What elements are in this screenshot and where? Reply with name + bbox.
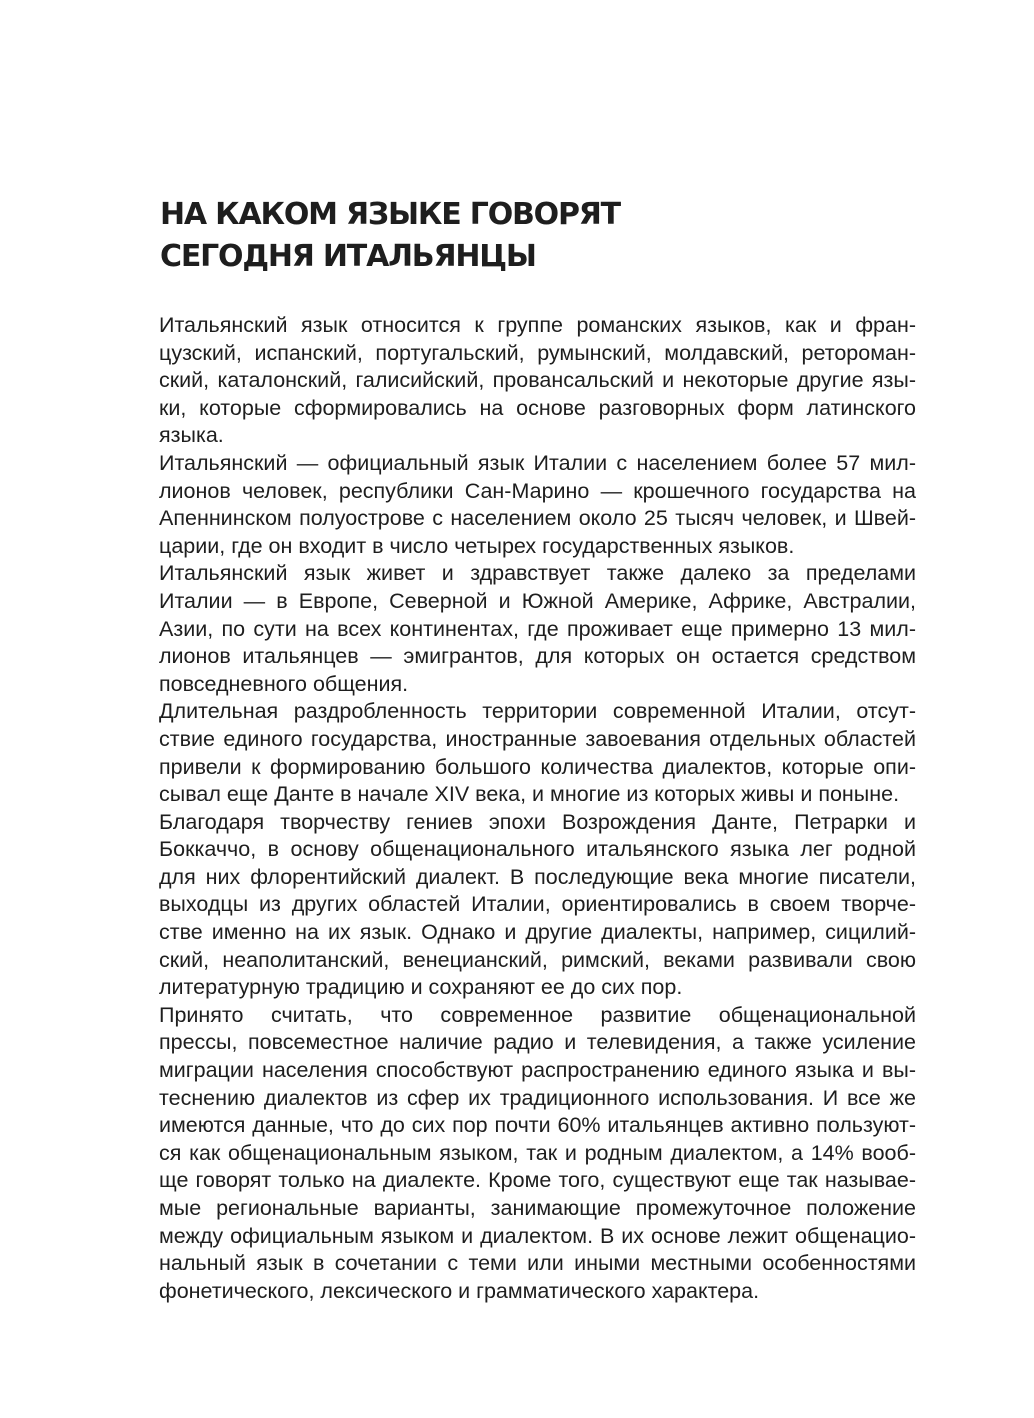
text-line: сывал еще Данте в начале XIV века, и многие из которых живы и поныне. — [159, 782, 900, 807]
text-line: для них флорентийский диалект. В последующие века многие писатели, — [159, 864, 916, 889]
text-line: Итальянский — официальный язык Италии с населением более 57 мил- — [159, 450, 916, 475]
text-line: мые региональные варианты, занимающие промежуточное положение — [159, 1196, 916, 1220]
text-line: Благодаря творчеству гениев эпохи Возрождения Данте, Петрарки и — [159, 809, 916, 834]
text-line: Апеннинском полуострове с населением около 25 тысяч человек, и Швей- — [159, 506, 916, 531]
text-line: языка. — [159, 423, 224, 448]
text-line: Боккаччо, в основу общенационального итальянского языка лег родной — [159, 837, 916, 862]
text-line: ствие единого государства, иностранные завоевания отдельных областей — [159, 726, 916, 751]
text-line: Принято считать, что современное развитие общенациональной — [159, 1002, 916, 1027]
text-line: выходцы из других областей Италии, ориентировались в своем творче- — [159, 892, 916, 917]
text-line: ский, каталонский, галисийский, провансальский и некоторые другие язы- — [159, 368, 916, 393]
paragraph-5 — [118, 809, 916, 1002]
paragraph-1 — [118, 312, 916, 450]
text-line: миграции населения способствуют распространению единого языка и вы- — [159, 1058, 916, 1083]
text-line: царии, где он входит в число четырех государственных языков. — [159, 533, 795, 558]
text-line: ще говорят только на диалекте. Кроме того, существуют еще так называе- — [159, 1168, 916, 1193]
chapter-title-line-2: СЕГОДНЯ ИТАЛЬЯНЦЫ — [160, 239, 536, 274]
text-line: литературную традицию и сохраняют ее до сих пор. — [159, 975, 683, 1000]
text-line: цузский, испанский, португальский, румынский, молдавский, ретороман- — [159, 340, 916, 365]
text-line: прессы, повсеместное наличие радио и телевидения, а также усиление — [159, 1030, 916, 1055]
text-line: между официальным языком и диалектом. В их основе лежит общенацио- — [159, 1223, 916, 1248]
text-line: Итальянский язык живет и здравствует также далеко за пределами — [159, 561, 916, 586]
body-text — [118, 312, 916, 1305]
paragraph-4 — [118, 698, 916, 808]
text-line: привели к формированию большого количества диалектов, которые опи- — [159, 754, 916, 779]
text-line: стве именно на их язык. Однако и другие диалекты, например, сицилий- — [159, 920, 916, 945]
text-line: Италии — в Европе, Северной и Южной Америке, Африке, Австралии, — [159, 588, 916, 613]
text-line: повседневного общения. — [159, 671, 409, 696]
chapter-title-line-1: НА КАКОМ ЯЗЫКЕ ГОВОРЯТ — [160, 197, 620, 232]
text-line: ся как общенациональным языком, так и родным диалектом, а 14% вооб- — [159, 1140, 916, 1165]
text-line: Азии, по сути на всех континентах, где проживает еще примерно 13 мил- — [159, 616, 916, 641]
paragraph-3 — [118, 560, 916, 698]
text-line: Длительная раздробленность территории современной Италии, отсут- — [159, 699, 916, 724]
text-line: фонетического, лексического и грамматического характера. — [159, 1278, 760, 1303]
text-line: ки, которые сформировались на основе разговорных форм латинского — [159, 395, 916, 420]
paragraph-2 — [118, 450, 916, 560]
text-line: теснению диалектов из сфер их традиционного использования. И все же — [159, 1085, 916, 1110]
chapter-title — [160, 194, 880, 278]
paragraph-6 — [118, 1002, 916, 1306]
text-line: лионов человек, республики Сан-Марино — крошечного государства на — [159, 478, 916, 503]
text-line: нальный язык в сочетании с теми или иными местными особенностями — [159, 1251, 916, 1276]
text-line: ский, неаполитанский, венецианский, римский, веками развивали свою — [159, 947, 916, 972]
text-line: лионов итальянцев — эмигрантов, для которых он остается средством — [159, 644, 916, 669]
text-line: имеются данные, что до сих пор почти 60% итальянцев активно пользуют- — [159, 1113, 916, 1138]
text-line: Итальянский язык относится к группе романских языков, как и фран- — [159, 313, 916, 337]
